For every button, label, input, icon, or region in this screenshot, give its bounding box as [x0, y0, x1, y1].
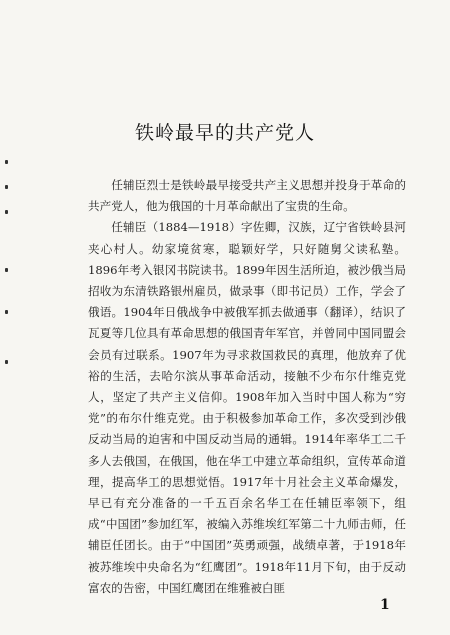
paragraph-biography: 任辅臣（1884—1918）字佐卿，汉族，辽宁省铁岭县河夹心村人。幼家境贫寒，聪颖好学，只好随舅父读私塾。1896年考入银冈书院读书。1899年因生活所迫，被沙俄当局招收为东清铁路银州雇员，做录事（即书记员）工作，学会了俄语。1904年日俄战争中被俄军抓去做通事（翻译），结识了瓦夏等几位具有革命思想的俄国青年军官，并曾同中国同盟会会员有过联系。1907年为寻求救国救民的真理，他放弃了优裕的生活，去哈尔滨从事革命活动，接触不少布尔什维克党人，坚定了共产主义信仰。1908年加入当时中国人称为“穷党”的布尔什维克党。由于积极参加革命工作，多次受到沙俄反动当局的迫害和中国反动当局的通辑。1914年率华工二千多人去俄国，在俄国，他在华工中建立革命组织，宣传革命道理，提高华工的思想觉悟。1917年十月社会主义革命爆发，早已有充分准备的一千五百余名华工在任辅臣率领下，组成“中国团”参加红军，被编入苏维埃红军第二十九师击师，任辅臣任团长。由于“中国团”英勇顽强，战绩卓著，于1918年被苏维埃中央命名为“红鹰团”。1918年11月下旬，由于反动富农的告密，中国红鹰团在维雅被白匪 — [88, 220, 406, 595]
body-text — [88, 175, 406, 599]
page-title: 铁岭最早的共产党人 — [134, 122, 315, 144]
paragraph-intro: 任辅臣烈士是铁岭最早接受共产主义思想并投身于革命的共产党人，他为俄国的十月革命献出了宝贵的生命。 — [88, 178, 406, 214]
page-number: 1 — [380, 597, 390, 613]
binding-holes — [5, 150, 7, 400]
